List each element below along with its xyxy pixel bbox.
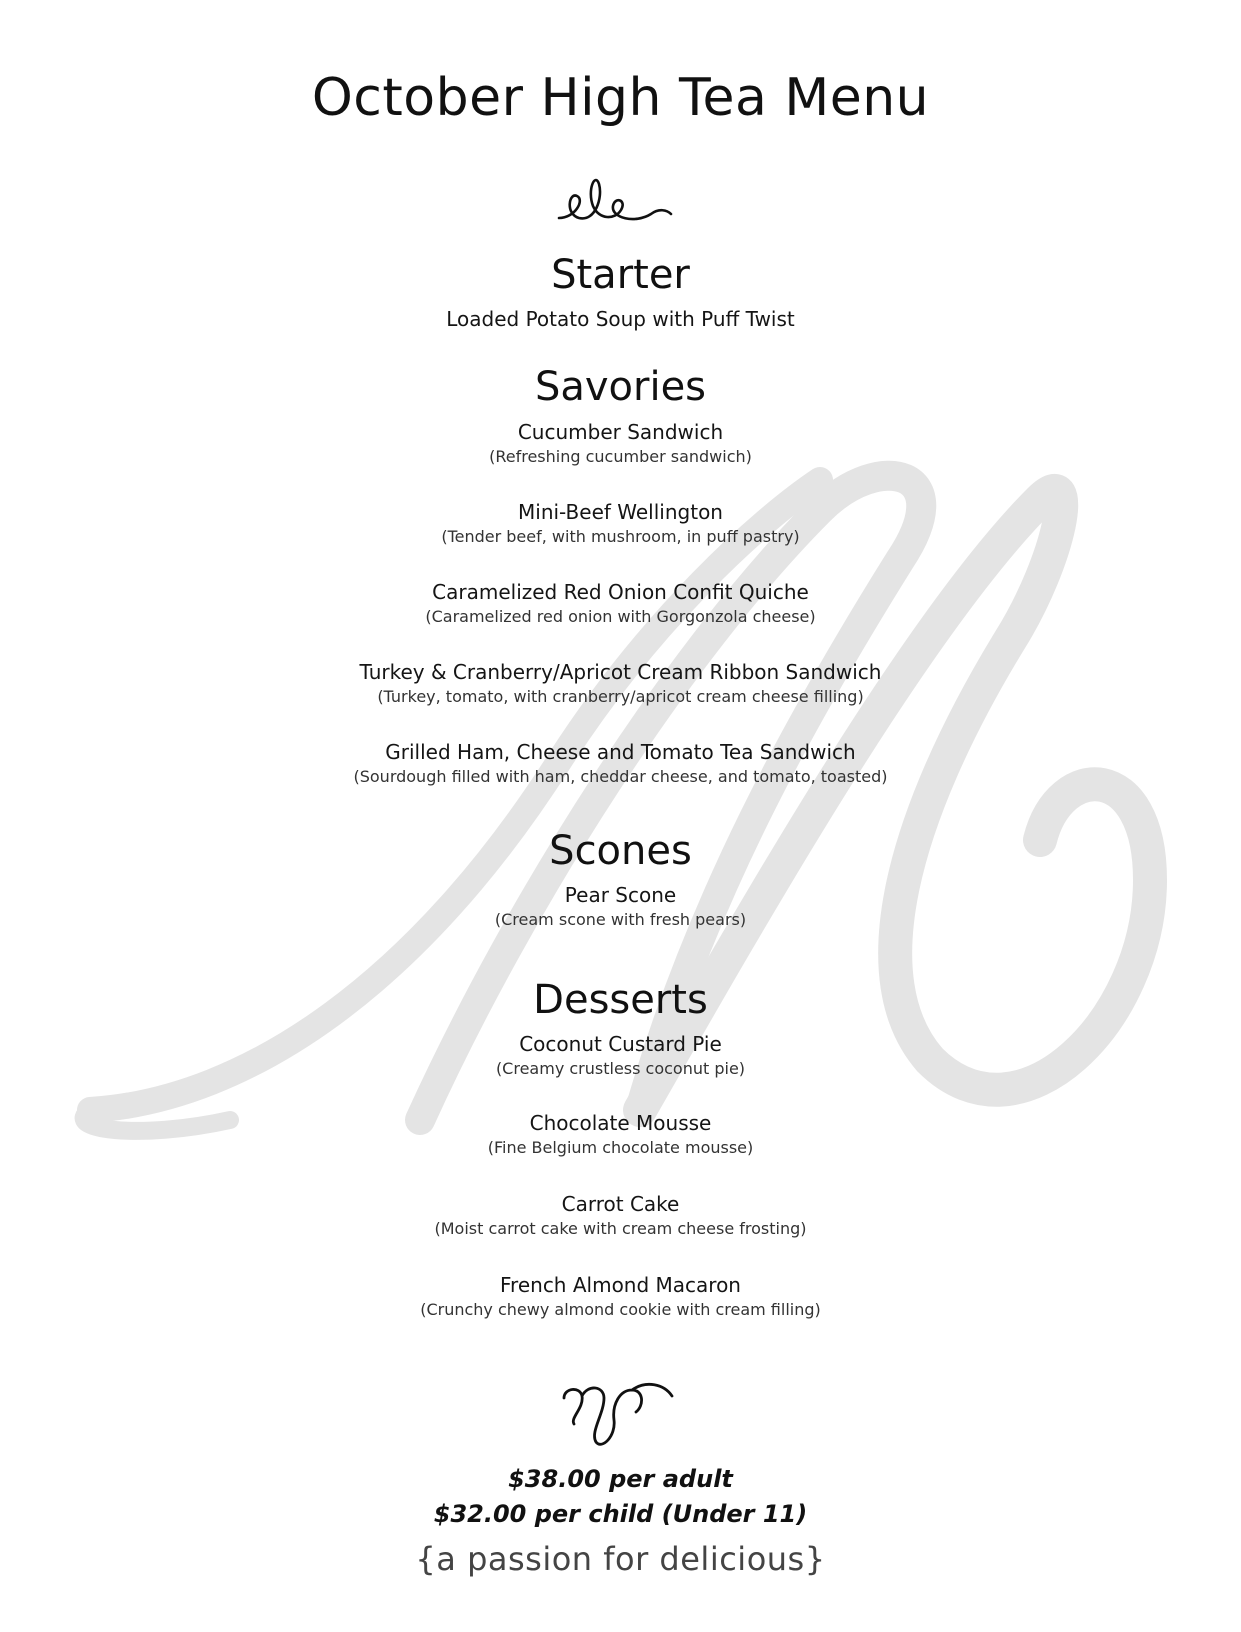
menu-item <box>0 306 1241 332</box>
item-description: (Crunchy chewy almond cookie with cream filling) <box>420 1300 821 1319</box>
item-description: (Sourdough filled with ham, cheddar cheese, and tomato, toasted) <box>353 767 888 786</box>
item-description: (Refreshing cucumber sandwich) <box>489 447 752 466</box>
tagline: {a passion for delicious} <box>415 1540 826 1578</box>
item-name: Caramelized Red Onion Confit Quiche <box>432 580 809 604</box>
item-description: (Moist carrot cake with cream cheese frosting) <box>434 1219 807 1238</box>
menu-item <box>0 1110 1241 1160</box>
item-description: (Creamy crustless coconut pie) <box>495 1059 746 1078</box>
curl-swirl-icon <box>560 1380 680 1450</box>
section-title-desserts: Desserts <box>533 977 708 1023</box>
price-adult: $38.00 per adult <box>508 1465 733 1493</box>
menu-item <box>0 882 1241 932</box>
section-title-savories: Savories <box>534 364 707 410</box>
menu-item <box>0 1272 1241 1322</box>
menu-item <box>0 419 1241 469</box>
item-name: Coconut Custard Pie <box>519 1032 722 1056</box>
item-description: (Cream scone with fresh pears) <box>494 910 747 929</box>
item-name: Carrot Cake <box>561 1192 680 1216</box>
item-description: (Fine Belgium chocolate mousse) <box>487 1138 754 1157</box>
ele-swirl-icon <box>555 170 675 230</box>
item-description: (Caramelized red onion with Gorgonzola cheese) <box>425 607 816 626</box>
menu-item <box>0 659 1241 709</box>
item-name: Cucumber Sandwich <box>517 420 724 444</box>
menu-item <box>0 1031 1241 1081</box>
item-name: French Almond Macaron <box>500 1273 741 1297</box>
item-name: Chocolate Mousse <box>529 1111 712 1135</box>
menu-item <box>0 1191 1241 1241</box>
item-name: Mini-Beef Wellington <box>518 500 723 524</box>
menu-item <box>0 579 1241 629</box>
price-child: $32.00 per child (Under 11) <box>433 1500 808 1528</box>
menu-item <box>0 499 1241 549</box>
menu-title: October High Tea Menu <box>311 68 930 128</box>
item-name: Pear Scone <box>564 883 677 907</box>
item-name: Turkey & Cranberry/Apricot Cream Ribbon Sandwich <box>359 660 882 684</box>
item-description: (Turkey, tomato, with cranberry/apricot cream cheese filling) <box>377 687 864 706</box>
section-title-starter: Starter <box>551 252 690 298</box>
item-description: (Tender beef, with mushroom, in puff pastry) <box>441 527 800 546</box>
item-name: Loaded Potato Soup with Puff Twist <box>446 307 795 331</box>
menu-item <box>0 739 1241 789</box>
section-title-scones: Scones <box>549 828 692 874</box>
item-name: Grilled Ham, Cheese and Tomato Tea Sandwich <box>385 740 856 764</box>
